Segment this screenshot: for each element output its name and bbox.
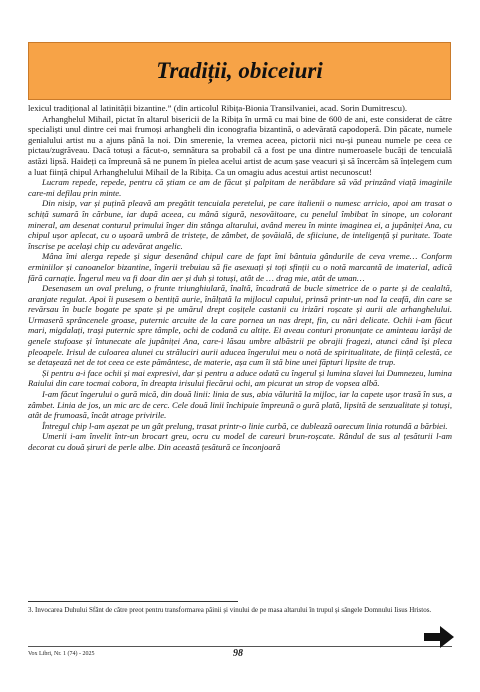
footer-divider [28,646,452,647]
article-body [28,103,452,453]
section-title: Tradiții, obiceiuri [156,58,323,83]
paragraph: Întregul chip l-am așezat pe un gât prelung, trasat printr-o linie curbă, ce dublează oarecum linia rotundă a bărbiei. [42,420,448,431]
footnote-divider [28,601,238,602]
paragraph: Și pentru a-i face ochii și mai expresivi, dar și pentru a aduce odată cu îngerul și lumina slavei lui Dumnezeu, lumina Raiului din care tocmai cobora, în dreapta irisului fiecărui ochi, am picurat un strop de vopsea albă. [28,367,452,389]
paragraph: lexicul tradițional al latinității bizantine.” (din articolul Ribița-Bionia Transilvaniei, acad. Sorin Dumitrescu). [28,103,408,113]
paragraph: I-am făcut îngerului o gură mică, din două linii: linia de sus, abia vălurită la mijloc, iar la capete ușor trasă în sus, a zâmbet. Linia de jos, un mic arc de cerc. Cele două linii închipuie împreună o gură plată, lipsită de senzualitate și totuși, atât de frumoasă, încât atrage privirile. [28,389,452,421]
footnote: 3. Invocarea Duhului Sfânt de către preot pentru transformarea pâinii și vinului de pe masa altarului în trupul și sângele Domnului Iisus Hristos. [28,606,432,614]
paragraph: Desenasem un oval prelung, o frunte triunghiulară, înaltă, încadrată de bucle simetrice de o parte și de cealaltă, aranjate regulat. Apoi îi pusesem o bentiță aurie, înălțată la mijlocul capului, prinsă printr-un nod la ceafă, din care se revărsau în bucle bogate pe spate și pe umărul drept coșițele castanii cu irizări roșcate și aurii ale arhanghelului. Urmaseră sprâncenele groase, puternic arcuite de la care pornea un nas drept, fin, cu nări delicate. Ochii i-am făcut mari, migdalați, trași puternic spre tâmple, ochi de codană cu altițe. Ei aveau conturi pronunțate ce aminteau iarăși de genele stufoase și întunecate ale jupâniței Ana, care-i lăsau umbre albăstrii pe obrajii fragezi, atunci când își pleca pleoapele. Irisul de culoarea alunei cu străluciri aurii aducea îngerului meu o notă de spiritualitate, de ființă celestă, ce se detașează net de tot ceea ce este pământesc, de materie, așa cum îi stă bine unei făpturi lipsite de trup. [28,283,452,368]
header-banner [28,42,451,100]
paragraph: Mâna îmi alerga repede și sigur desenând chipul care de fapt îmi bântuia gândurile de ceva vreme… Conform erminiilor și canoanelor bizantine, îngerii trebuiau să fie asexuați și toți sfinții cu o notă marcantă de imaterial, adică fără carnație. Îngerul meu va fi doar din aer și duh și totuși, atât de … drag mie, atât de uman… [28,251,452,283]
arrow-right-icon [424,626,454,648]
paragraph: Lucram repede, repede, pentru că știam ce am de făcut și palpitam de nerăbdare să văd prinzând viață imaginile care-mi defilau prin minte. [28,177,452,198]
issue-info: Vox Libri, Nr. 1 (74) - 2025 [28,651,95,657]
paragraph: Umerii i-am învelit într-un brocart greu, ocru cu model de careuri brun-roșcate. Rândul de sus al țesăturii l-am decorat cu două șiruri de perle albe. Din această țesătură ce înconjoară [28,431,452,452]
paragraph: Din nisip, var și puțină pleavă am pregătit tencuiala peretelui, pe care italienii o numesc arricio, apoi am trasat o schiță sumară în cărbune, iar după aceea, cu mână sigură, nesovăitoare, cu penelul îmbibat în sinope, un colorant mineral, am desenat conturul primului înger din stânga altarului, având mereu în minte imaginea ei, a jupâniței Ana, cu chipul ușor aplecat, cu o ușoară umbră de tristețe, de zâmbet, de șovăială, de sfiiciune, de inteligență și puritate. Toate înscrise pe același chip cu adevărat angelic. [28,198,452,251]
paragraph: Arhanghelul Mihail, pictat în altarul bisericii de la Ribița în urmă cu mai bine de 600 de ani, este considerat de către specialiști unul dintre cei mai frumoși arhangheli din iconografia bizantină, o adevărată capodoperă. Din păcate, numele genialului artist nu a ajuns până la noi. Din smerenie, la vremea aceea, pictorii nici nu-și puneau numele pe ceea ce pictau/zugrăveau. Dacă totuși a făcut-o, semnătura sa probabil că a fost pe una dintre numeroasele bucăți de tencuială astăzi lipsă. Haideți ca împreună să ne punem în pielea acelui artist de acum șase veacuri și să încercăm să înțelegem cum a luat ființă chipul Arhanghelului Mihail de la Ribița. Ca un omagiu adus acestui artist necunoscut! [28,113,452,177]
page-number: 98 [233,648,243,659]
